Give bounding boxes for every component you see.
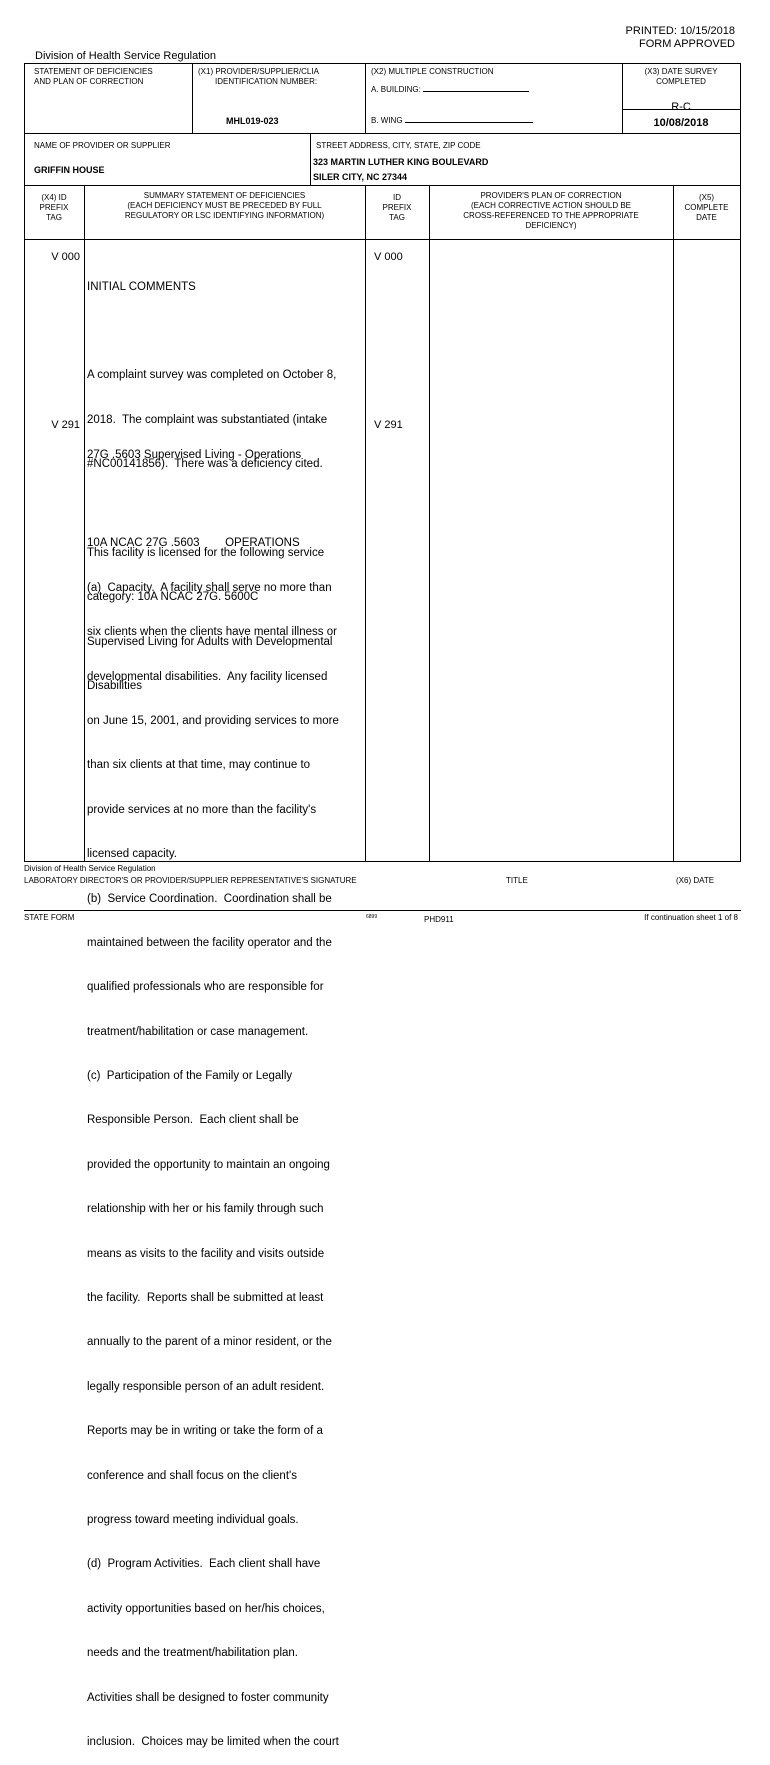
x6-date-label: (X6) DATE <box>676 876 715 885</box>
x3-label-2: COMPLETED <box>656 77 706 86</box>
address-line-1: 323 MARTIN LUTHER KING BOULEVARD <box>313 157 489 167</box>
state-form-label: STATE FORM <box>24 913 75 922</box>
x5-header <box>673 193 740 223</box>
x4-header-line-2: PREFIX <box>39 203 69 212</box>
x5-header-line-3: DATE <box>696 213 717 222</box>
provider-name: GRIFFIN HOUSE <box>34 165 105 175</box>
text-line: maintained between the facility operator and the <box>87 936 332 949</box>
entry-text-block <box>87 418 339 1765</box>
entry-tag: V 291 <box>51 419 80 431</box>
event-id: PHD911 <box>424 915 454 924</box>
text-line: #NC00141856). There was a deficiency cited. <box>87 458 323 471</box>
x1-label-2: IDENTIFICATION NUMBER: <box>215 77 318 86</box>
provider-name-label: NAME OF PROVIDER OR SUPPLIER <box>34 141 171 150</box>
x3-label-1: (X3) DATE SURVEY <box>644 67 718 76</box>
summary-header-line-2: (EACH DEFICIENCY MUST BE PRECEDED BY FULL <box>127 201 322 210</box>
x3-code: R-C <box>671 101 691 113</box>
x2-label: (X2) MULTIPLE CONSTRUCTION <box>371 67 494 76</box>
summary-header-line-3: REGULATORY OR LSC IDENTIFYING INFORMATION) <box>124 211 325 220</box>
divider-x2 <box>365 63 366 133</box>
provider-id-value: MHL019-023 <box>226 116 279 126</box>
col-divider-1 <box>84 185 85 861</box>
plan-header-line-3: CROSS-REFERENCED TO THE APPROPRIATE <box>463 211 639 220</box>
entry-title: 27G .5603 Supervised Living - Operations <box>87 448 302 461</box>
plan-header-line-2: (EACH CORRECTIVE ACTION SHOULD BE <box>470 201 632 210</box>
entry-title: INITIAL COMMENTS <box>87 280 196 293</box>
wing-field <box>371 114 533 126</box>
x5-header-line-2: COMPLETE <box>684 203 729 212</box>
text-line: Responsible Person. Each client shall be <box>87 1114 299 1127</box>
text-line <box>87 492 339 507</box>
x4-header <box>24 193 84 223</box>
x1-label-1: (X1) PROVIDER/SUPPLIER/CLIA <box>198 67 319 76</box>
address-label: STREET ADDRESS, CITY, STATE, ZIP CODE <box>316 141 481 150</box>
text-line: qualified professionals who are responsible for <box>87 981 324 994</box>
entry-id-tag: V 291 <box>374 419 403 431</box>
text-line: annually to the parent of a minor resident, or the <box>87 1336 332 1349</box>
building-blank <box>423 83 529 92</box>
agency-title: Division of Health Service Regulation <box>35 50 216 62</box>
box-right-line <box>740 63 741 862</box>
x3-date: 10/08/2018 <box>653 117 709 129</box>
text-line: six clients when the clients have mental illness or <box>87 626 337 639</box>
summary-header-line-1: SUMMARY STATEMENT OF DEFICIENCIES <box>143 191 306 200</box>
statement-label-1: STATEMENT OF DEFICIENCIES <box>34 67 153 76</box>
plan-header-line-4: DEFICIENCY) <box>525 221 577 230</box>
x4-header-line-1: (X4) ID <box>41 193 67 202</box>
building-field <box>371 83 529 95</box>
text-line: Disabilities <box>87 680 142 693</box>
row1-bottom-line <box>24 133 741 134</box>
row2-bottom-line <box>24 185 741 186</box>
text-line: This facility is licensed for the following service <box>87 546 325 559</box>
box-top-line <box>24 63 741 64</box>
text-line: provide services at no more than the facility's <box>87 803 317 816</box>
continuation-sheet: If continuation sheet 1 of 8 <box>644 913 738 922</box>
plan-header-line-1: PROVIDER'S PLAN OF CORRECTION <box>480 191 622 200</box>
entry-tag: V 000 <box>51 251 80 263</box>
text-line: A complaint survey was completed on October 8, <box>87 369 337 382</box>
text-line: activity opportunities based on her/his choices, <box>87 1602 325 1615</box>
signature-label: LABORATORY DIRECTOR'S OR PROVIDER/SUPPLIER REPRESENTATIVE'S SIGNATURE <box>24 876 357 885</box>
text-line: (c) Participation of the Family or Legally <box>87 1070 293 1083</box>
printed-date: PRINTED: 10/15/2018 <box>625 25 735 37</box>
footer-rule <box>24 910 741 911</box>
text-line: category: 10A NCAC 27G. 5600C <box>87 591 259 604</box>
form-approved: FORM APPROVED <box>639 38 735 50</box>
text-line: legally responsible person of an adult resident. <box>87 1380 325 1393</box>
id-header-line-3: TAG <box>389 213 405 222</box>
text-line: Supervised Living for Adults with Developmental <box>87 635 333 648</box>
summary-header <box>84 191 365 221</box>
text-line: (d) Program Activities. Each client shall have <box>87 1558 321 1571</box>
entry-id-tag: V 000 <box>374 251 403 263</box>
text-line: Reports may be in writing or take the form of a <box>87 1425 323 1438</box>
x4-header-line-3: TAG <box>46 213 62 222</box>
text-line: licensed capacity. <box>87 848 177 861</box>
text-line: relationship with her or his family through such <box>87 1203 324 1216</box>
col-divider-3 <box>429 185 430 861</box>
divider-address <box>310 133 311 185</box>
text-line: treatment/habilitation or case management. <box>87 1025 309 1038</box>
wing-label: B. WING <box>371 116 403 125</box>
text-line: inclusion. Choices may be limited when the court <box>87 1735 339 1748</box>
wing-blank <box>405 114 533 123</box>
text-line: (b) Service Coordination. Coordination shall be <box>87 892 332 905</box>
text-line: 10A NCAC 27G .5603 OPERATIONS <box>87 537 300 550</box>
form-code: 6899 <box>366 914 378 920</box>
divider-x1 <box>192 63 193 133</box>
id-header-line-1: ID <box>393 193 401 202</box>
text-line: than six clients at that time, may continue to <box>87 759 311 772</box>
id-header-line-2: PREFIX <box>382 203 412 212</box>
id-header <box>365 193 429 223</box>
plan-header <box>429 191 673 231</box>
text-line <box>87 324 336 339</box>
col-divider-4 <box>673 185 674 861</box>
text-line: progress toward meeting individual goals. <box>87 1513 299 1526</box>
text-line: on June 15, 2001, and providing services to more <box>87 714 339 727</box>
text-line: the facility. Reports shall be submitted at least <box>87 1292 324 1305</box>
text-line: Activities shall be designed to foster community <box>87 1691 329 1704</box>
text-line: 2018. The complaint was substantiated (intake <box>87 413 328 426</box>
address-line-2: SILER CITY, NC 27344 <box>313 172 408 182</box>
text-line: developmental disabilities. Any facility licensed <box>87 670 328 683</box>
column-header-bottom-line <box>24 239 741 240</box>
box-left-line <box>24 63 25 862</box>
statement-label-2: AND PLAN OF CORRECTION <box>34 77 144 86</box>
col-divider-2 <box>365 185 366 861</box>
title-label: TITLE <box>506 876 528 885</box>
footer-agency: Division of Health Service Regulation <box>24 864 156 873</box>
text-line: provided the opportunity to maintain an ongoing <box>87 1158 330 1171</box>
text-line: means as visits to the facility and visits outside <box>87 1247 325 1260</box>
text-line: (a) Capacity. A facility shall serve no more than <box>87 581 332 594</box>
x5-header-line-1: (X5) <box>698 193 715 202</box>
text-line: conference and shall focus on the client's <box>87 1469 297 1482</box>
text-line: needs and the treatment/habilitation plan. <box>87 1647 298 1660</box>
building-label: A. BUILDING: <box>371 85 421 94</box>
